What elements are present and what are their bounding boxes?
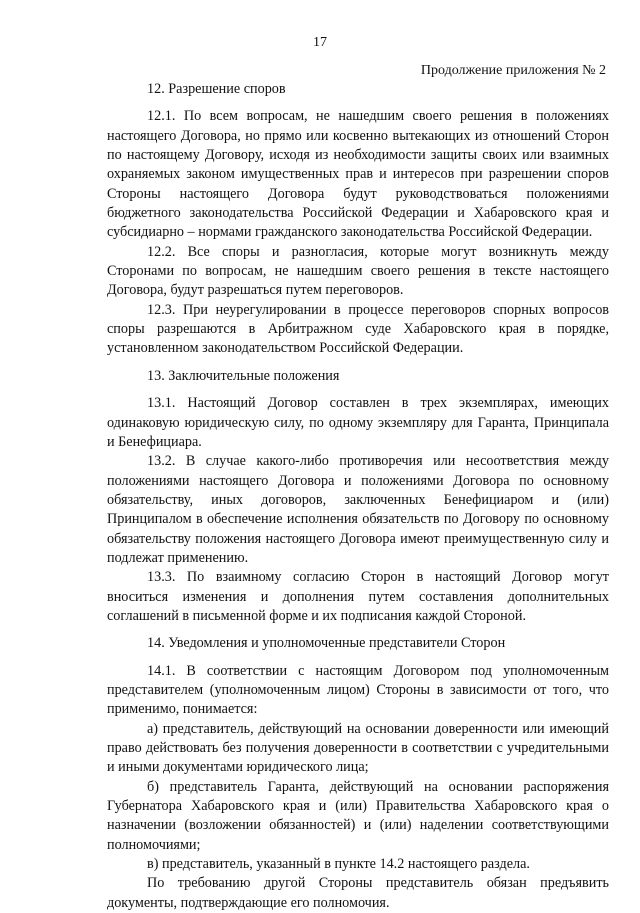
clause-12-2: 12.2. Все споры и разногласия, которые могут возникнуть между Сторонами по вопросам, не нашедшим своего решения в тексте настоящего Договора, будут разрешаться путем переговоров. (107, 243, 609, 299)
clause-12-1: 12.1. По всем вопросам, не нашедшим своего решения в положениях настоящего Договора, но прямо или косвенно вытекающих из отношений Сторон по настоящему Договору, исходя из необходимости защиты своих или взаимных охраняемых законом имущественных прав и интересов при разрешении споров Стороны настоящего Договора будут руководствоваться положениями бюджетного законодательства Российской Федерации и Хабаровского края и субсидиарно – нормами гражданского законодательства Российской Федерации. (107, 108, 609, 241)
clause-13-3: 13.3. По взаимному согласию Сторон в настоящий Договор могут вноситься изменения и дополнения путем составления дополнительных соглашений в письменной форме и их подписания каждой Стороной. (107, 569, 609, 624)
clause-13-1: 13.1. Настоящий Договор составлен в трех экземплярах, имеющих одинаковую юридическую силу, по одному экземпляру для Гаранта, Принципала и Бенефициара. (107, 395, 609, 450)
clause-12-3: 12.3. При неурегулировании в процессе переговоров спорных вопросов споры разрешаются в Арбитражном суде Хабаровского края в порядке, установленном законодательством Российской Федерации. (107, 301, 609, 357)
page-number: 17 (313, 35, 327, 50)
clause-13-2: 13.2. В случае какого-либо противоречия или несоответствия между положениями настоящего Договора и положениями Договора по основному обязательству, иных договоров, заключенных Бенефициаром и (или) Принципалом в обеспечение исполнения обязательств по Договору по основному обязательству положения настоящего Договора имеют преимущественную силу и подлежат применению. (107, 453, 609, 566)
clause-14-1-item-c: в) представитель, указанный в пункте 14.2 настоящего раздела. (147, 856, 530, 873)
section-13-heading: 13. Заключительные положения (147, 367, 340, 384)
clause-14-1-item-a: а) представитель, действующий на основании доверенности или имеющий право действовать без получения доверенности в соответствии с учредительными и иными документами юридического лица; (107, 720, 609, 776)
clause-14-1: 14.1. В соответствии с настоящим Договором под уполномоченным представителем (уполномоченным лицом) Стороны в зависимости от того, что применимо, понимается: (107, 662, 609, 718)
clause-14-1-closing: По требованию другой Стороны представитель обязан предъявить документы, подтверждающие его полномочия. (107, 875, 609, 911)
document-body (107, 80, 609, 913)
appendix-continuation-note: Продолжение приложения № 2 (420, 63, 606, 78)
section-12-heading: 12. Разрешение споров (147, 81, 286, 97)
clause-14-1-item-b: б) представитель Гаранта, действующий на основании распоряжения Губернатора Хабаровского края и (или) Правительства Хабаровского края о назначении (возложении обязанностей) и (или) наделении соответствующими полномочиями; (107, 778, 609, 853)
section-14-heading: 14. Уведомления и уполномоченные представители Сторон (147, 635, 506, 652)
